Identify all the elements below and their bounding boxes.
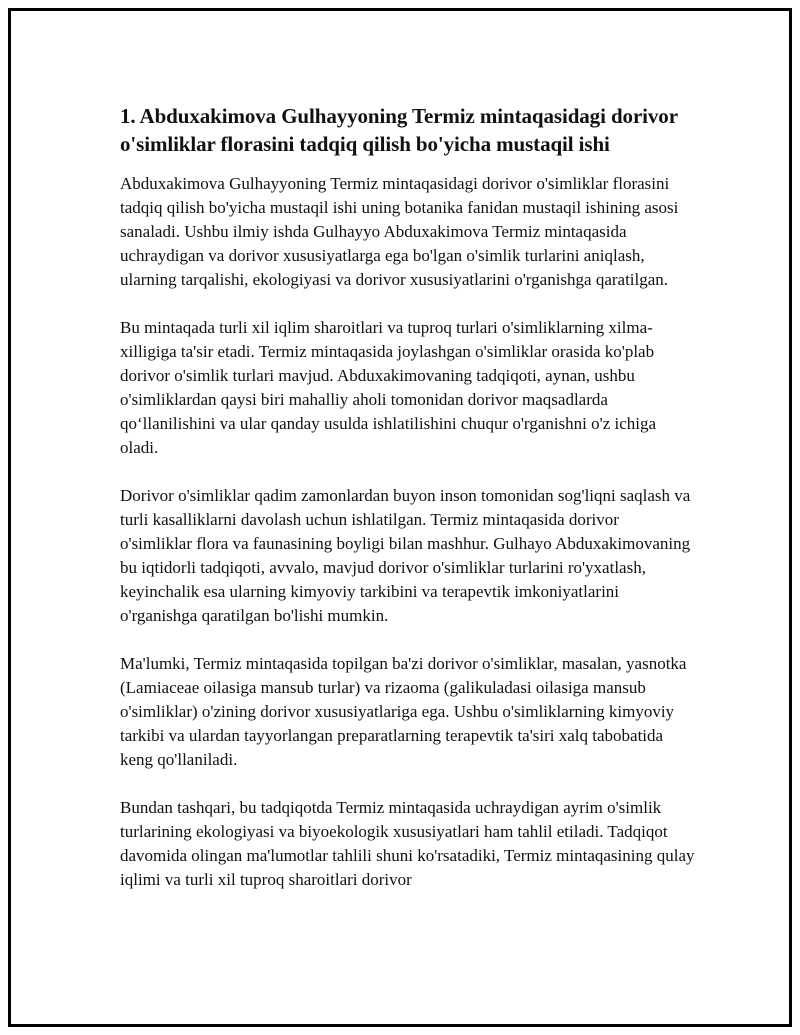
paragraph-2: Bu mintaqada turli xil iqlim sharoitlari va tuproq turlari o'simliklarning xilma-xilligiga ta'sir etadi. Termiz mintaqasida joylashgan o'simliklar orasida ko'plab dorivor o'simlik turlari mavjud. Abduxakimovaning tadqiqoti, aynan, ushbu o'simliklardan qaysi biri mahalliy aholi tomonidan dorivor maqsadlarda qo‘llanilishini va ular qanday usulda ishlatilishini chuqur o'rganishni o'z ichiga oladi. — [120, 318, 657, 457]
page-frame — [8, 8, 792, 1027]
paragraph-5: Bundan tashqari, bu tadqiqotda Termiz mintaqasida uchraydigan ayrim o'simlik turlarining ekologiyasi va biyoekologik xususiyatlari ham tahlil etiladi. Tadqiqot davomida olingan ma'lumotlar tahlili shuni ko'rsatadiki, Termiz mintaqasining qulay iqlimi va turli xil tuproq sharoitlari dorivor — [120, 798, 695, 889]
paragraph-1: Abduxakimova Gulhayyoning Termiz mintaqasidagi dorivor o'simliklar florasini tadqiq qilish bo'yicha mustaqil ishi uning botanika fanidan mustaqil ishining asosi sanaladi. Ushbu ilmiy ishda Gulhayyo Abduxakimova Termiz mintaqasida uchraydigan va dorivor xususiyatlarga ega bo'lgan o'simlik turlarini aniqlash, ularning tarqalishi, ekologiyasi va dorivor xususiyatlarini o'rganishga qaratilgan. — [120, 174, 679, 289]
paragraph-4: Ma'lumki, Termiz mintaqasida topilgan ba'zi dorivor o'simliklar, masalan, yasnotka (Lamiaceae oilasiga mansub turlar) va rizaoma (galikuladasi oilasiga mansub o'simliklar) o'zining dorivor xususiyatlariga ega. Ushbu o'simliklarning kimyoviy tarkibi va ulardan tayyorlangan preparatlarning terapevtik ta'siri xalq tabobatida keng qo'llaniladi. — [120, 654, 687, 769]
document-heading: 1. Abduxakimova Gulhayyoning Termiz mintaqasidagi dorivor o'simliklar florasini tadqiq qilish bo'yicha mustaqil ishi — [120, 104, 678, 156]
document-body — [120, 102, 695, 916]
paragraph-3: Dorivor o'simliklar qadim zamonlardan buyon inson tomonidan sog'liqni saqlash va turli kasalliklarni davolash uchun ishlatilgan. Termiz mintaqasida dorivor o'simliklar flora va faunasining boyligi bilan mashhur. Gulhayo Abduxakimovaning bu iqtidorli tadqiqoti, avvalo, mavjud dorivor o'simliklar turlarini ro'yxatlash, keyinchalik esa ularning kimyoviy tarkibini va terapevtik imkoniyatlarini o'rganishga qaratilgan bo'lishi mumkin. — [120, 486, 691, 625]
